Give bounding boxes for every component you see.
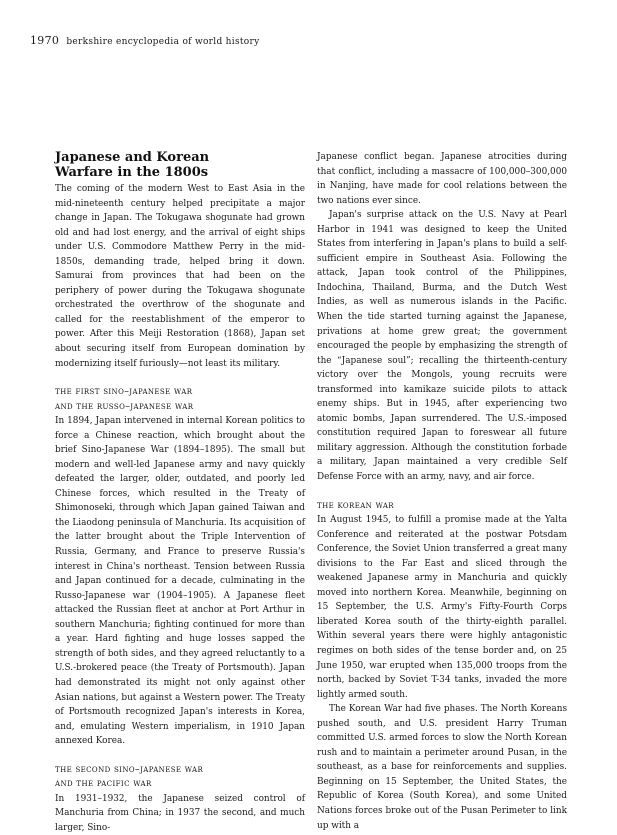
paragraph-first-sino-japanese-war: In 1894, Japan intervened in internal Korean politics to force a Chinese reaction, which brought about the brief Sino-Japanese War (1894–1895). The small but modern and well-led Japanese army and navy quickly defeated the larger, older, outdated, and poorly led Chinese forces, which resulted in the Treaty of Shimonoseki, through which Japan gained Taiwan and the Liaodong peninsula of Manchuria. Its acquisition of the latter brought about the Triple Intervention of Russia, Germany, and France to preserve Russia's interest in China's northeast. Tension between Russia and Japan continued for a decade, culminating in the Russo-Japanese war (1904–1905). A Japanese fleet attacked the Russian fleet at anchor at Port Arthur in southern Manchuria; fighting continued for more than a year. Hard fighting and huge losses sapped the strength of both sides, and they agreed reluctantly to a U.S.-brokered peace (the Treaty of Portsmouth). Japan had demonstrated its might not only against other Asian nations, but against a Western power. The Treaty of Portsmouth recognized Japan's interests in Korea, and, emulating Western imperialism, in 1910 Japan annexed Korea.: [55, 416, 305, 747]
paragraph-sino-japanese-conflict: Japanese conflict began. Japanese atrocities during that conflict, including a massacre of 100,000–300,000 in Nanjing, have made for cool relations between the two nations ever since.: [317, 152, 567, 206]
right-column: [317, 150, 567, 833]
running-title: berkshire encyclopedia of world history: [66, 37, 260, 47]
subhead-line-1: the second sino–japanese war: [55, 763, 204, 775]
subhead-line-1: the first sino–japanese war: [55, 386, 193, 398]
intro-paragraph: The coming of the modern West to East Asia in the mid-nineteenth century helped precipitate a major change in Japan. The Tokugawa shogunate had grown old and had lost energy, and the arrival of eight ships under U.S. Commodore Matthew Perry in the mid-1850s, demanding trade, helped bring it down. Samurai from provinces that had been on the periphery of power during the Tokugawa shogunate orchestrated the overthrow of the shogunate and called for the reestablishment of the emperor to power. After this Meiji Restoration (1868), Japan set about securing itself from European domination by modernizing itself furiously—not least its military.: [55, 184, 305, 369]
subhead-second-sino-japanese-war: [55, 763, 305, 792]
subhead-korean-war: the korean war: [317, 499, 394, 511]
paragraph-pearl-harbor: Japan's surprise attack on the U.S. Navy at Pearl Harbor in 1941 was designed to keep the United States from interfering in Japan's plans to build a self-sufficient empire in Southeast Asia. Following the attack, Japan took control of the Philippines, Indochina, Thailand, Burma, and the Dutch West Indies, as well as numerous islands in the Pacific. When the tide started turning against the Japanese, privations at home grew great; the government encouraged the people by emphasizing the strength of the “Japanese soul”; recalling the thirteenth-century victory over the Mongols, young recruits were transformed into kamikaze suicide pilots to attack enemy ships. But in 1945, after experiencing two atomic bombs, Japan surrendered. The U.S.-imposed constitution required Japan to foreswear all future military aggression. Although the constitution forbade a military, Japan maintained a very credible Self Defense Force with an army, navy, and air force.: [317, 210, 567, 483]
subhead-line-2: and the pacific war: [55, 778, 152, 790]
paragraph-korean-war-1: In August 1945, to fulfill a promise made at the Yalta Conference and reiterated at the postwar Potsdam Conference, the Soviet Union transferred a great many divisions to the Far East and sliced through the weakened Japanese army in Manchuria and quickly moved into northern Korea. Meanwhile, beginning on 15 September, the U.S. Army's Fifty-Fourth Corps liberated Korea south of the thirty-eighth parallel. Within several years there were highly antagonistic regimes on both sides of the tense border and, on 25 June 1950, war erupted when 135,000 troops from the north, backed by Soviet T-34 tanks, invaded the more lightly armed south.: [317, 515, 567, 700]
section-title-line-1: Japanese and Korean: [55, 150, 210, 165]
running-head: [30, 34, 260, 47]
section-title: [55, 150, 305, 180]
page-number: 1970: [30, 34, 60, 47]
paragraph-korean-war-2: The Korean War had five phases. The North Koreans pushed south, and U.S. president Harry Truman committed U.S. armed forces to slow the North Korean rush and to maintain a perimeter around Pusan, in the southeast, as a base for reinforcements and supplies. Beginning on 15 September, the United States, the Republic of Korea (South Korea), and some United Nations forces broke out of the Pusan Perimeter to link up with a: [317, 704, 567, 831]
paragraph-second-sino-japanese-war: In 1931–1932, the Japanese seized control of Manchuria from China; in 1937 the second, and much larger, Sino-: [55, 793, 305, 833]
subhead-first-sino-japanese-war: [55, 385, 305, 414]
left-column: [55, 150, 305, 835]
section-title-line-2: Warfare in the 1800s: [55, 165, 209, 180]
subhead-line-2: and the russo–japanese war: [55, 400, 194, 412]
